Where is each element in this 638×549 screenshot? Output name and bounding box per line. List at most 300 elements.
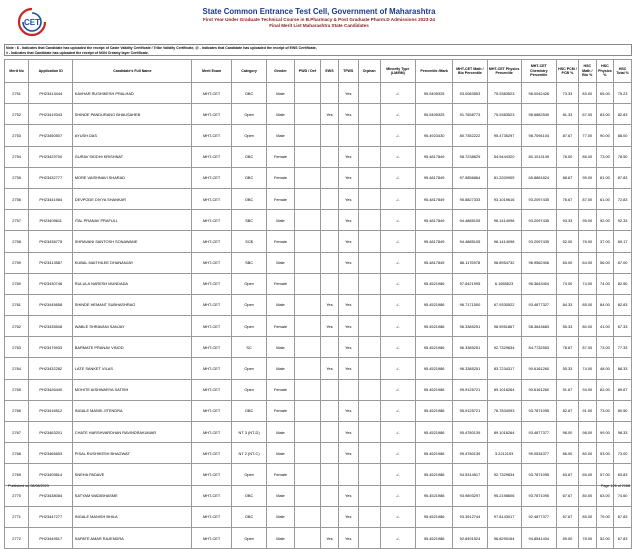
table-cell: PH23463201 (29, 422, 73, 443)
table-cell: Male (267, 83, 295, 104)
column-header: Merit No (5, 60, 29, 83)
table-cell: -/- (380, 104, 415, 125)
table-cell: -/- (380, 294, 415, 315)
table-cell: -/- (380, 464, 415, 485)
table-cell: PH23438775 (29, 231, 73, 252)
table-cell: 88.00 (614, 125, 632, 146)
table-cell (321, 146, 339, 167)
table-cell: 90.00 (596, 125, 614, 146)
table-cell: PH23441984 (29, 188, 73, 209)
column-header: EWS (321, 60, 339, 83)
table-cell: 73.00 (596, 400, 614, 421)
table-cell: Male (267, 252, 295, 273)
table-cell: Female (267, 167, 295, 188)
table-cell: 98.5951867 (487, 316, 521, 337)
table-cell: 66.00 (556, 443, 578, 464)
table-cell (321, 231, 339, 252)
table-cell: 67.33 (614, 316, 632, 337)
table-cell: 95.4521986 (415, 506, 452, 527)
table-cell: MHT-CET (192, 167, 232, 188)
table-cell: 68.33 (614, 358, 632, 379)
table-cell: 75.9383523 (487, 104, 521, 125)
table-cell: Yes (338, 400, 358, 421)
table-cell: Yes (338, 422, 358, 443)
column-header: Orphan (358, 60, 380, 83)
table-cell: 85.00 (578, 506, 596, 527)
table-cell (321, 167, 339, 188)
table-cell: 92.33 (614, 210, 632, 231)
table-cell: 95.9125721 (453, 400, 487, 421)
table-cell (294, 167, 320, 188)
candidate-name-cell: GURAV SIDDHI KRISHNAT (73, 146, 192, 167)
candidate-name-cell: SHINDE HEMANT SUBHASHRAO (73, 294, 192, 315)
table-cell: PH23413587 (29, 252, 73, 273)
table-cell: 65.8861824 (521, 167, 556, 188)
table-cell: Yes (338, 506, 358, 527)
table-cell: 37.00 (596, 231, 614, 252)
table-cell: Female (267, 464, 295, 485)
table-cell: 94.8541434 (521, 527, 556, 548)
column-header: PWD / Def (294, 60, 320, 83)
table-cell: 96.8290164 (487, 527, 521, 548)
table-cell (321, 443, 339, 464)
table-cell: PH23432282 (29, 358, 73, 379)
table-cell (321, 252, 339, 273)
table-cell: 95.00 (578, 210, 596, 231)
notes-box (4, 44, 632, 56)
table-cell: 2765 (5, 379, 29, 400)
table-cell: Female (267, 231, 295, 252)
table-cell: Female (267, 316, 295, 337)
candidate-name-cell: PISAL RUSHIKESH BHAGWAT (73, 443, 192, 464)
table-cell: OBC (231, 146, 266, 167)
table-cell: SBC (231, 252, 266, 273)
candidate-name-cell: SATYAM WADIBHASME (73, 485, 192, 506)
table-cell: 95.4817849 (415, 146, 452, 167)
table-cell: MHT-CET (192, 400, 232, 421)
table-cell: 73.00 (596, 337, 614, 358)
table-cell: 2755 (5, 167, 29, 188)
table-cell (294, 273, 320, 294)
table-cell: 2762 (5, 316, 29, 337)
note-line-1: Note : $ - Indicates that Candidate has uploaded the receipt of Caste Validity Certificate / Tribe Validity Certificate, @ - Indicates that Candidate has uploaded the receipt of EWS Certificate, (6, 45, 317, 50)
column-header: Category (231, 60, 266, 83)
table-cell: 48.00 (596, 358, 614, 379)
table-cell: Yes (338, 527, 358, 548)
table-cell: Male (267, 337, 295, 358)
table-cell: 74.00 (596, 273, 614, 294)
table-cell: 92.7329834 (487, 464, 521, 485)
table-cell: Yes (338, 231, 358, 252)
table-cell: PH23438084 (29, 485, 73, 506)
column-header: MHT-CET Chemistry Percentile (521, 60, 556, 83)
candidate-name-cell: SNEHA PADAVE (73, 464, 192, 485)
table-cell: 75.9383523 (487, 83, 521, 104)
table-cell: MHT-CET (192, 104, 232, 125)
table-cell: 67.00 (614, 252, 632, 273)
table-cell: Female (267, 273, 295, 294)
table-cell: Yes (321, 316, 339, 337)
table-cell: 77.00 (578, 125, 596, 146)
table-cell: 95.4521986 (415, 358, 452, 379)
page-title: State Common Entrance Test Cell, Government of Maharashtra (202, 7, 436, 16)
table-cell (294, 527, 320, 548)
table-cell: Open (231, 125, 266, 146)
table-cell: -/- (380, 358, 415, 379)
table-cell: 74.00 (578, 358, 596, 379)
table-cell (358, 146, 380, 167)
table-cell: 98.00 (556, 422, 578, 443)
table-cell: OBC (231, 485, 266, 506)
table-cell: OBC (231, 400, 266, 421)
table-cell (358, 464, 380, 485)
table-cell (358, 125, 380, 146)
table-cell: MHT-CET (192, 294, 232, 315)
table-row (5, 443, 632, 464)
candidate-name-cell: INGALE MANISH BHILA (73, 506, 192, 527)
table-cell: Male (267, 294, 295, 315)
table-row (5, 422, 632, 443)
table-cell: 91.00 (578, 400, 596, 421)
table-cell: OBC (231, 83, 266, 104)
column-header: Percentile /Mark (415, 60, 452, 83)
candidate-name-cell: LATE SANKET VILAS (73, 358, 192, 379)
table-cell: 98.00 (578, 422, 596, 443)
table-cell (358, 210, 380, 231)
table-cell: 2753 (5, 125, 29, 146)
table-row (5, 400, 632, 421)
table-cell: 58.3643683 (521, 316, 556, 337)
table-cell: -/- (380, 337, 415, 358)
table-cell: 89.1016264 (487, 422, 521, 443)
table-row (5, 252, 632, 273)
table-cell: 96.3385251 (453, 316, 487, 337)
table-row (5, 83, 632, 104)
table-cell: 63.83 (614, 464, 632, 485)
table-cell: 91.7658773 (453, 104, 487, 125)
table-cell: 65.00 (596, 83, 614, 104)
table-cell: Female (267, 400, 295, 421)
table-cell: 83.7234317 (487, 358, 521, 379)
table-cell: 2767 (5, 422, 29, 443)
table-cell: Yes (338, 294, 358, 315)
table-cell: 92.4877377 (521, 506, 556, 527)
table-cell: 97.6421995 (453, 273, 487, 294)
table-cell: Open (231, 294, 266, 315)
table-cell (338, 379, 358, 400)
table-cell: 95.4780139 (453, 422, 487, 443)
table-cell: 78.67 (556, 337, 578, 358)
table-cell: Yes (338, 443, 358, 464)
svg-text:CET: CET (24, 18, 40, 27)
table-cell: Open (231, 104, 266, 125)
table-cell: 63.00 (556, 252, 578, 273)
table-cell: -/- (380, 316, 415, 337)
table-cell (294, 294, 320, 315)
table-cell (338, 273, 358, 294)
table-cell: 93.4877327 (521, 294, 556, 315)
table-cell: 2758 (5, 231, 29, 252)
table-cell (358, 231, 380, 252)
table-cell (294, 400, 320, 421)
column-header: Application ID (29, 60, 73, 83)
table-cell: 95.4521986 (415, 379, 452, 400)
table-cell: -/- (380, 443, 415, 464)
table-cell: 52.00 (596, 527, 614, 548)
table-cell: MHT-CET (192, 146, 232, 167)
table-row (5, 527, 632, 548)
table-cell: 78.00 (556, 146, 578, 167)
table-cell: 95.4521986 (415, 464, 452, 485)
table-cell: Yes (338, 358, 358, 379)
candidate-name-cell: SAPATE AMAR RAJENDRA (73, 527, 192, 548)
table-row (5, 464, 632, 485)
table-cell: Open (231, 273, 266, 294)
table-cell: Male (267, 527, 295, 548)
table-cell: 93.4877377 (521, 422, 556, 443)
table-cell: 95.4521986 (415, 337, 452, 358)
table-cell: 98.8954732 (487, 252, 521, 273)
table-cell: 93.33 (556, 210, 578, 231)
table-cell (294, 337, 320, 358)
table-cell: 91.67 (556, 379, 578, 400)
table-cell: 86.00 (578, 146, 596, 167)
table-cell: MHT-CET (192, 273, 232, 294)
table-cell: 57.00 (596, 464, 614, 485)
table-cell: 93.9893297 (453, 485, 487, 506)
table-cell: 96.9562406 (521, 252, 556, 273)
table-row (5, 379, 632, 400)
published-date: Published on 08/08/2023 (8, 484, 49, 488)
table-cell: MHT-CET (192, 464, 232, 485)
table-cell: 73.00 (614, 443, 632, 464)
table-cell: 96.1414098 (487, 210, 521, 231)
table-cell: Open (231, 358, 266, 379)
table-cell: 95.4817849 (415, 188, 452, 209)
table-cell: 75.23 (614, 83, 632, 104)
table-cell: 95.4521986 (415, 443, 452, 464)
table-cell (358, 485, 380, 506)
candidate-name-cell: KAVHAR RUSHIKESH PRALHAD (73, 83, 192, 104)
table-row (5, 210, 632, 231)
table-cell: 93.2097435 (521, 210, 556, 231)
table-cell: 61.00 (596, 188, 614, 209)
table-cell: PH23432777 (29, 167, 73, 188)
table-cell: 93.2097435 (521, 188, 556, 209)
table-cell: PH23426440 (29, 379, 73, 400)
table-cell: Open (231, 527, 266, 548)
table-cell: 54.9444320 (487, 146, 521, 167)
candidate-name-cell: WABLE SHRAVANI SANJAY (73, 316, 192, 337)
table-cell: 87.00 (578, 337, 596, 358)
table-cell: Yes (338, 167, 358, 188)
table-cell: 59.00 (556, 527, 578, 548)
table-cell: -/- (380, 210, 415, 231)
table-cell: 95.4817849 (415, 231, 452, 252)
table-cell: 56.00 (596, 252, 614, 273)
table-cell: 96.1414098 (487, 231, 521, 252)
page-subtitle: First Year Under Graduate Technical Course in B.Pharmacy & Post Graduate Pharm.D Admissions 2023-24 (203, 17, 435, 22)
table-cell: 76.00 (578, 231, 596, 252)
table-cell (294, 146, 320, 167)
table-cell: 2761 (5, 294, 29, 315)
table-cell (294, 125, 320, 146)
table-cell: -/- (380, 485, 415, 506)
table-cell: SBC (231, 210, 266, 231)
table-cell: -/- (380, 422, 415, 443)
table-cell: Yes (321, 527, 339, 548)
table-cell (321, 83, 339, 104)
table-cell: 85.00 (578, 294, 596, 315)
table-cell: PH23409814 (29, 464, 73, 485)
candidate-name-cell: DEVPODE DIVYA SHANKAR (73, 188, 192, 209)
column-header: Gender (267, 60, 295, 83)
table-cell: 95.4817849 (415, 167, 452, 188)
table-cell (321, 464, 339, 485)
table-cell (358, 252, 380, 273)
table-cell (358, 83, 380, 104)
table-cell: MHT-CET (192, 252, 232, 273)
candidate-name-cell: CHATE HARSHVARDHAN RAVINDRAKUMAR (73, 422, 192, 443)
candidate-name-cell: MOHITE AISHWARYA SATISH (73, 379, 192, 400)
table-cell: SC$ (231, 231, 266, 252)
table-cell: 95.2198606 (487, 485, 521, 506)
table-cell: 2752 (5, 104, 29, 125)
table-cell: 82.50 (614, 273, 632, 294)
table-cell: 94.5314517 (453, 464, 487, 485)
table-cell (321, 485, 339, 506)
table-cell: 96.3643404 (521, 273, 556, 294)
table-cell: PH23465653 (29, 443, 73, 464)
table-cell: PH23430746 (29, 273, 73, 294)
table-cell: 63.67 (556, 464, 578, 485)
table-cell: -/- (380, 167, 415, 188)
table-cell: 95.4735297 (487, 125, 521, 146)
table-cell: 80.00 (578, 443, 596, 464)
table-cell: MHT-CET (192, 527, 232, 548)
table-cell: SC (231, 337, 266, 358)
table-cell: 97.5856864 (453, 167, 487, 188)
table-cell (358, 167, 380, 188)
table-cell: OBC (231, 506, 266, 527)
table-cell (321, 400, 339, 421)
candidate-name-cell: SHINDE PANDURANG BHAUSAHEB (73, 104, 192, 125)
table-cell: 67.83 (614, 527, 632, 548)
table-cell: 84.00 (596, 294, 614, 315)
table-cell (321, 210, 339, 231)
table-cell: Yes (321, 104, 339, 125)
table-cell: 83.00 (596, 104, 614, 125)
table-cell: 80.00 (578, 316, 596, 337)
table-cell: MHT-CET (192, 231, 232, 252)
table-cell: Male (267, 125, 295, 146)
table-cell: 88.67 (556, 167, 578, 188)
table-cell: 76.67 (556, 188, 578, 209)
table-cell: 80.00 (578, 485, 596, 506)
table-row (5, 294, 632, 315)
table-cell: PH23409611 (29, 210, 73, 231)
table-cell: 78.00 (578, 527, 596, 548)
table-cell: 89.1016264 (487, 379, 521, 400)
table-cell (358, 337, 380, 358)
table-cell: 63.00 (596, 485, 614, 506)
table-cell: MHT-CET (192, 210, 232, 231)
table-cell (358, 506, 380, 527)
table-cell: 73.00 (596, 146, 614, 167)
table-cell (321, 273, 339, 294)
table-cell: Open (231, 464, 266, 485)
table-cell: 84.7732553 (521, 337, 556, 358)
table-cell: Yes (338, 104, 358, 125)
table-cell: 67.67 (556, 506, 578, 527)
table-cell: PH23419343 (29, 104, 73, 125)
table-cell (294, 379, 320, 400)
table-cell: 82.83 (614, 294, 632, 315)
table-cell: MHT-CET (192, 443, 232, 464)
table-cell: 92.00 (596, 210, 614, 231)
column-header: HSC PCM / PCB % (556, 60, 578, 83)
table-cell: 94.4885105 (453, 210, 487, 231)
table-cell: -/- (380, 379, 415, 400)
table-cell: 81.33 (556, 104, 578, 125)
table-cell: -/- (380, 146, 415, 167)
table-cell: 95.4521986 (415, 485, 452, 506)
table-cell: 93.1019616 (487, 188, 521, 209)
table-cell (338, 464, 358, 485)
table-cell: Yes (338, 252, 358, 273)
table-cell: -/- (380, 188, 415, 209)
table-cell: -/- (380, 252, 415, 273)
table-cell: Male (267, 422, 295, 443)
table-cell (358, 379, 380, 400)
column-header: Candidate's Full Name (73, 60, 192, 83)
table-cell: 83.00 (578, 83, 596, 104)
table-cell (294, 316, 320, 337)
table-row (5, 316, 632, 337)
table-cell: 82.83 (614, 104, 632, 125)
table-cell: 95.5409325 (415, 104, 452, 125)
table-row (5, 506, 632, 527)
table-cell: 2764 (5, 358, 29, 379)
table-cell: 2769 (5, 464, 29, 485)
table-cell (321, 422, 339, 443)
table-cell: 3.2212193 (487, 443, 521, 464)
table-cell: Yes (321, 358, 339, 379)
table-cell: 82.00 (596, 379, 614, 400)
table-row (5, 358, 632, 379)
table-cell: 90.6161260 (521, 358, 556, 379)
table-cell: MHT-CET (192, 422, 232, 443)
table-cell: PH23416512 (29, 400, 73, 421)
table-cell: 55.33 (556, 358, 578, 379)
table-cell: Male (267, 485, 295, 506)
table-cell (294, 358, 320, 379)
candidate-name-cell: MORE VAISHNAVI SHARAD (73, 167, 192, 188)
column-header: HSC Physics % (596, 60, 614, 83)
page-number: Page 126 of 2188 (600, 484, 630, 488)
table-cell: 53.00 (596, 443, 614, 464)
table-cell: 95.4521986 (415, 294, 452, 315)
table-cell: Open (231, 379, 266, 400)
table-cell (294, 443, 320, 464)
table-cell: PH23435508 (29, 316, 73, 337)
table-cell: Yes (338, 83, 358, 104)
table-cell: 93.2097435 (521, 231, 556, 252)
table-cell: 64.00 (578, 252, 596, 273)
table-cell: 96.3385251 (453, 337, 487, 358)
table-cell: 95.4780139 (453, 443, 487, 464)
table-cell: 2768 (5, 443, 29, 464)
